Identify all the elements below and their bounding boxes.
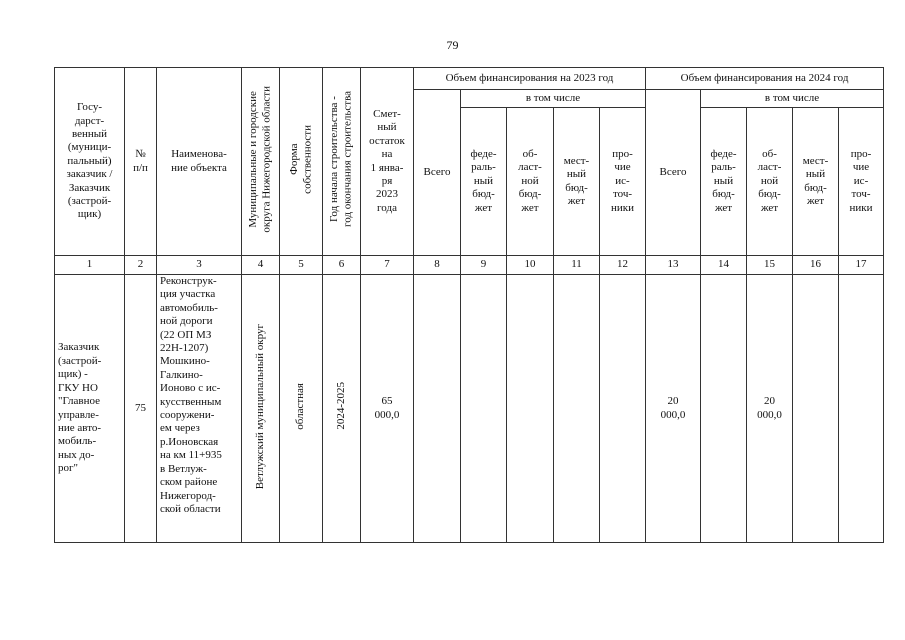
column-number: 12 [600, 256, 646, 275]
header-customer: Госу- дарст- венный (муници- пальный) заказчик / Заказчик (застрой- щик) [55, 68, 125, 256]
column-number: 8 [414, 256, 461, 275]
cell-municipal [242, 275, 280, 543]
header-regional-2023: об- ласт- ной бюд- жет [507, 108, 554, 256]
cell-local-2024 [793, 275, 839, 543]
column-number: 3 [157, 256, 242, 275]
column-number: 14 [701, 256, 747, 275]
cell-other-2023 [600, 275, 646, 543]
column-number: 6 [323, 256, 361, 275]
column-number: 16 [793, 256, 839, 275]
header-municipal-text: Муниципальные и городские округа Нижегородской области [247, 85, 273, 233]
header-total-2024: Всего [646, 90, 701, 256]
column-number: 17 [839, 256, 884, 275]
header-ownership-text: Форма собственности [287, 124, 313, 194]
header-local-2023: мест- ный бюд- жет [554, 108, 600, 256]
column-number: 7 [361, 256, 414, 275]
cell-num: 75 [125, 275, 157, 543]
header-regional-2024: об- ласт- ной бюд- жет [747, 108, 793, 256]
page-number: 79 [446, 38, 459, 52]
financing-table [54, 67, 884, 543]
cell-object-name: Реконструк- ция участка автомобиль- ной дороги (22 ОП МЗ 22Н-1207) Мошкино- Галкино- Ионово с ис- кусственным сооружени- ем через р.Ионовская на км 11+935 в Ветлуж- ском районе Нижегород- ской области [157, 275, 242, 543]
cell-municipal-text: Ветлужский муниципальный округ [253, 323, 266, 489]
header-total-2023: Всего [414, 90, 461, 256]
cell-federal-2023 [461, 275, 507, 543]
cell-years [323, 275, 361, 543]
header-municipal [242, 68, 280, 256]
column-number: 2 [125, 256, 157, 275]
header-num: № п/п [125, 68, 157, 256]
header-fin-2023: Объем финансирования на 2023 год [414, 68, 646, 90]
cell-years-text: 2024-2025 [334, 382, 347, 431]
column-number: 11 [554, 256, 600, 275]
cell-ownership-text: областная [294, 382, 307, 430]
header-fin-2024: Объем финансирования на 2024 год [646, 68, 884, 90]
cell-regional-2023 [507, 275, 554, 543]
cell-total-2024: 20 000,0 [646, 275, 701, 543]
column-number: 13 [646, 256, 701, 275]
header-years-text: Год начала строительства - год окончания строительства [328, 91, 354, 228]
header-object-name: Наименова- ние объекта [157, 68, 242, 256]
header-federal-2024: феде- раль- ный бюд- жет [701, 108, 747, 256]
header-local-2024: мест- ный бюд- жет [793, 108, 839, 256]
header-other-2024: про- чие ис- точ- ники [839, 108, 884, 256]
column-number: 5 [280, 256, 323, 275]
cell-ownership [280, 275, 323, 543]
header-other-2023: про- чие ис- точ- ники [600, 108, 646, 256]
header-years [323, 68, 361, 256]
cell-federal-2024 [701, 275, 747, 543]
cell-customer: Заказчик (застрой- щик) - ГКУ НО "Главное управле- ние авто- мобиль- ных до- рог" [55, 275, 125, 543]
column-number: 15 [747, 256, 793, 275]
cell-regional-2024: 20 000,0 [747, 275, 793, 543]
column-number: 4 [242, 256, 280, 275]
column-number: 9 [461, 256, 507, 275]
cell-other-2024 [839, 275, 884, 543]
header-federal-2023: феде- раль- ный бюд- жет [461, 108, 507, 256]
header-incl-2023: в том числе [461, 90, 646, 108]
cell-local-2023 [554, 275, 600, 543]
column-number: 1 [55, 256, 125, 275]
cell-estimate: 65 000,0 [361, 275, 414, 543]
cell-total-2023 [414, 275, 461, 543]
header-row-1 [55, 68, 884, 90]
table-row [55, 275, 884, 543]
column-number: 10 [507, 256, 554, 275]
column-number-row [55, 256, 884, 275]
header-estimate: Смет- ный остаток на 1 янва- ря 2023 года [361, 68, 414, 256]
header-incl-2024: в том числе [701, 90, 884, 108]
header-ownership [280, 68, 323, 256]
